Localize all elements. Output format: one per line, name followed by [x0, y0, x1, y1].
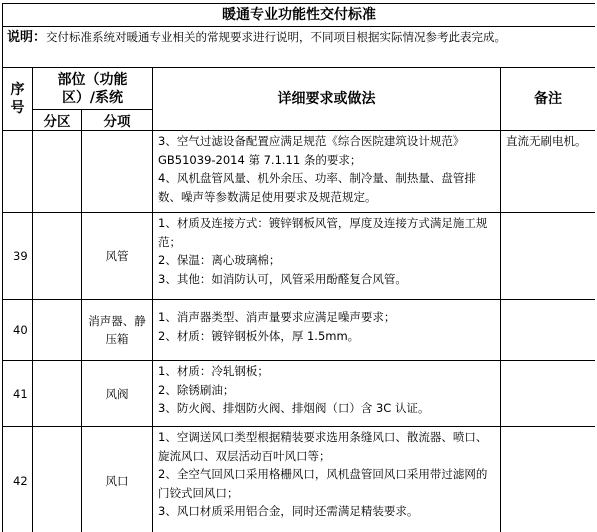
header-subitem: 分项 — [82, 110, 153, 131]
table-row — [3, 361, 596, 427]
table-title: 暖通专业功能性交付标准 — [3, 4, 596, 27]
row-subitem: 风管 — [82, 213, 153, 300]
row-note — [501, 213, 596, 300]
row-note — [501, 361, 596, 427]
row-number: 41 — [3, 361, 33, 427]
row-detail — [153, 131, 501, 213]
table-row — [3, 131, 596, 213]
row-zone — [33, 131, 82, 213]
header-note: 备注 — [501, 68, 596, 131]
row-subitem — [82, 131, 153, 213]
document-page — [2, 3, 595, 532]
detail-line: 2、材质：镀锌钢板外体，厚 1.5mm。 — [158, 328, 360, 343]
row-zone — [33, 427, 82, 532]
detail-line: 3、风口材质采用铝合金，同时还需满足精装要求。 — [158, 504, 419, 518]
row-note — [501, 300, 596, 361]
row-number — [3, 131, 33, 213]
detail-line: 1、空调送风口类型根据精装要求选用条缝风口、散流器、喷口、旋流风口、双层活动百叶风口等； — [158, 430, 488, 463]
row-note: 直流无刷电机。 — [501, 131, 596, 213]
detail-line: 1、材质：冷轧钢板； — [158, 364, 269, 378]
row-zone — [33, 361, 82, 427]
row-number: 40 — [3, 300, 33, 361]
description-label: 说明： — [7, 30, 47, 45]
detail-line: 3、空气过滤设备配置应满足规范《综合医院建筑设计规范》GB51039-2014 第 7.1.11 条的要求； — [158, 134, 465, 167]
row-number: 42 — [3, 427, 33, 532]
table-row — [3, 213, 596, 300]
row-subitem: 消声器、静压箱 — [82, 300, 153, 361]
table-description — [3, 27, 596, 68]
detail-line: 3、防火阀、排烟防火阀、排烟阀（口）含 3C 认证。 — [158, 401, 430, 415]
table-row — [3, 300, 596, 361]
delivery-standard-table — [2, 3, 595, 532]
detail-line: 2、保温：离心玻璃棉； — [158, 253, 281, 267]
header-zone: 分区 — [33, 110, 82, 131]
header-seq: 序号 — [3, 68, 33, 131]
detail-line: 3、其他：如消防认可，风管采用酚醛复合风管。 — [158, 271, 407, 286]
header-detail: 详细要求或做法 — [153, 68, 501, 131]
detail-line: 2、除锈刷油； — [158, 382, 235, 397]
header-part: 部位（功能区）/系统 — [33, 68, 153, 110]
table-row — [3, 427, 596, 532]
description-text: 交付标准系统对暖通专业相关的常规要求进行说明，不同项目根据实际情况参考此表完成。 — [46, 30, 507, 44]
row-detail — [153, 213, 501, 300]
row-zone — [33, 213, 82, 300]
row-note — [501, 427, 596, 532]
row-detail — [153, 427, 501, 532]
row-detail — [153, 300, 501, 361]
row-detail — [153, 361, 501, 427]
detail-line: 2、全空气回风口采用格栅风口，风机盘管回风口采用带过滤网的门铰式回风口； — [158, 467, 488, 500]
detail-line: 1、材质及连接方式：镀锌钢板风管，厚度及连接方式满足施工规范； — [158, 216, 488, 249]
row-subitem: 风阀 — [82, 361, 153, 427]
row-subitem: 风口 — [82, 427, 153, 532]
detail-line: 1、消声器类型、消声量要求应满足噪声要求； — [158, 310, 396, 324]
detail-line: 4、风机盘管风量、机外余压、功率、制冷量、制热量、盘管排数、噪声等参数满足使用要求及规范规定。 — [158, 171, 476, 204]
row-zone — [33, 300, 82, 361]
row-number: 39 — [3, 213, 33, 300]
